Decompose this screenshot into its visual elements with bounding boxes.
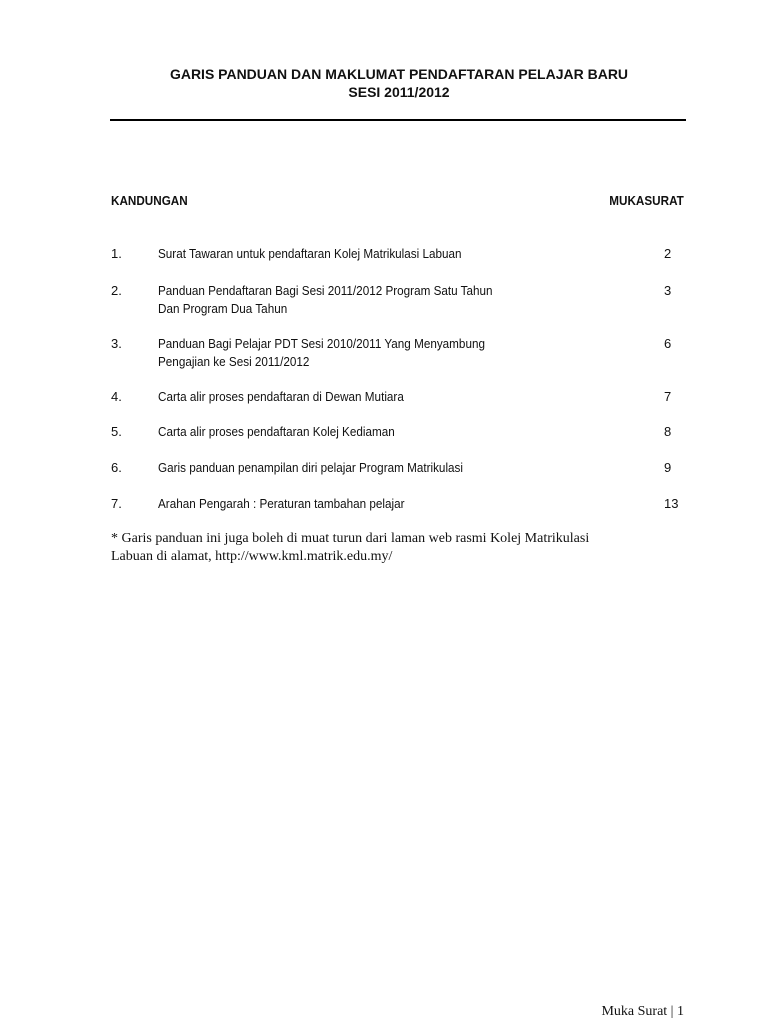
toc-entry-title — [158, 459, 554, 477]
toc-entry-page-number: 8 — [664, 424, 672, 439]
toc-entry-title-line: Carta alir proses pendaftaran Kolej Kediaman — [158, 424, 395, 439]
toc-entry-number: 4. — [111, 389, 122, 404]
toc-entry-title — [158, 282, 554, 318]
toc-entry-title — [158, 335, 554, 371]
title-divider — [110, 119, 686, 121]
toc-entry-number: 3. — [111, 336, 122, 351]
toc-entry-title-line: Panduan Pendaftaran Bagi Sesi 2011/2012 Program Satu Tahun — [158, 283, 493, 298]
contents-heading: KANDUNGAN — [111, 193, 188, 208]
toc-entry-page-number: 2 — [664, 246, 672, 261]
toc-entry-title — [158, 495, 554, 513]
download-note — [111, 530, 671, 566]
toc-entry-number: 5. — [111, 424, 122, 439]
document-subtitle: SESI 2011/2012 — [348, 84, 450, 100]
toc-entry-page-number: 6 — [664, 336, 672, 351]
download-note-line-1: * Garis panduan ini juga boleh di muat turun dari laman web rasmi Kolej Matrikulasi — [111, 531, 590, 546]
toc-entry-number: 1. — [111, 246, 122, 261]
toc-entry-title — [158, 388, 554, 406]
toc-entry-title — [158, 245, 554, 263]
toc-entry-page-number: 13 — [664, 496, 679, 511]
toc-entry-title-line: Arahan Pengarah : Peraturan tambahan pelajar — [158, 496, 405, 511]
toc-entry-number: 6. — [111, 460, 122, 475]
page-footer: Muka Surat | 1 — [601, 1004, 684, 1019]
toc-entry-title-line: Dan Program Dua Tahun — [158, 301, 288, 316]
toc-entry-title-line: Carta alir proses pendaftaran di Dewan Mutiara — [158, 389, 404, 404]
document-title: GARIS PANDUAN DAN MAKLUMAT PENDAFTARAN PELAJAR BARU — [169, 66, 629, 82]
toc-entry-title-line: Pengajian ke Sesi 2011/2012 — [158, 354, 310, 369]
toc-entry-title — [158, 423, 554, 441]
download-note-line-2: Labuan di alamat, http://www.kml.matrik.edu.my/ — [111, 549, 393, 564]
toc-entry-page-number: 3 — [664, 283, 672, 298]
toc-entry-title-line: Surat Tawaran untuk pendaftaran Kolej Matrikulasi Labuan — [158, 246, 462, 261]
toc-entry-title-line: Garis panduan penampilan diri pelajar Program Matrikulasi — [158, 460, 464, 475]
toc-entry-page-number: 9 — [664, 460, 672, 475]
page-column-heading: MUKASURAT — [609, 193, 684, 208]
toc-entry-number: 7. — [111, 496, 122, 511]
toc-entry-number: 2. — [111, 283, 122, 298]
toc-entry-page-number: 7 — [664, 389, 672, 404]
toc-entry-title-line: Panduan Bagi Pelajar PDT Sesi 2010/2011 Yang Menyambung — [158, 336, 485, 351]
